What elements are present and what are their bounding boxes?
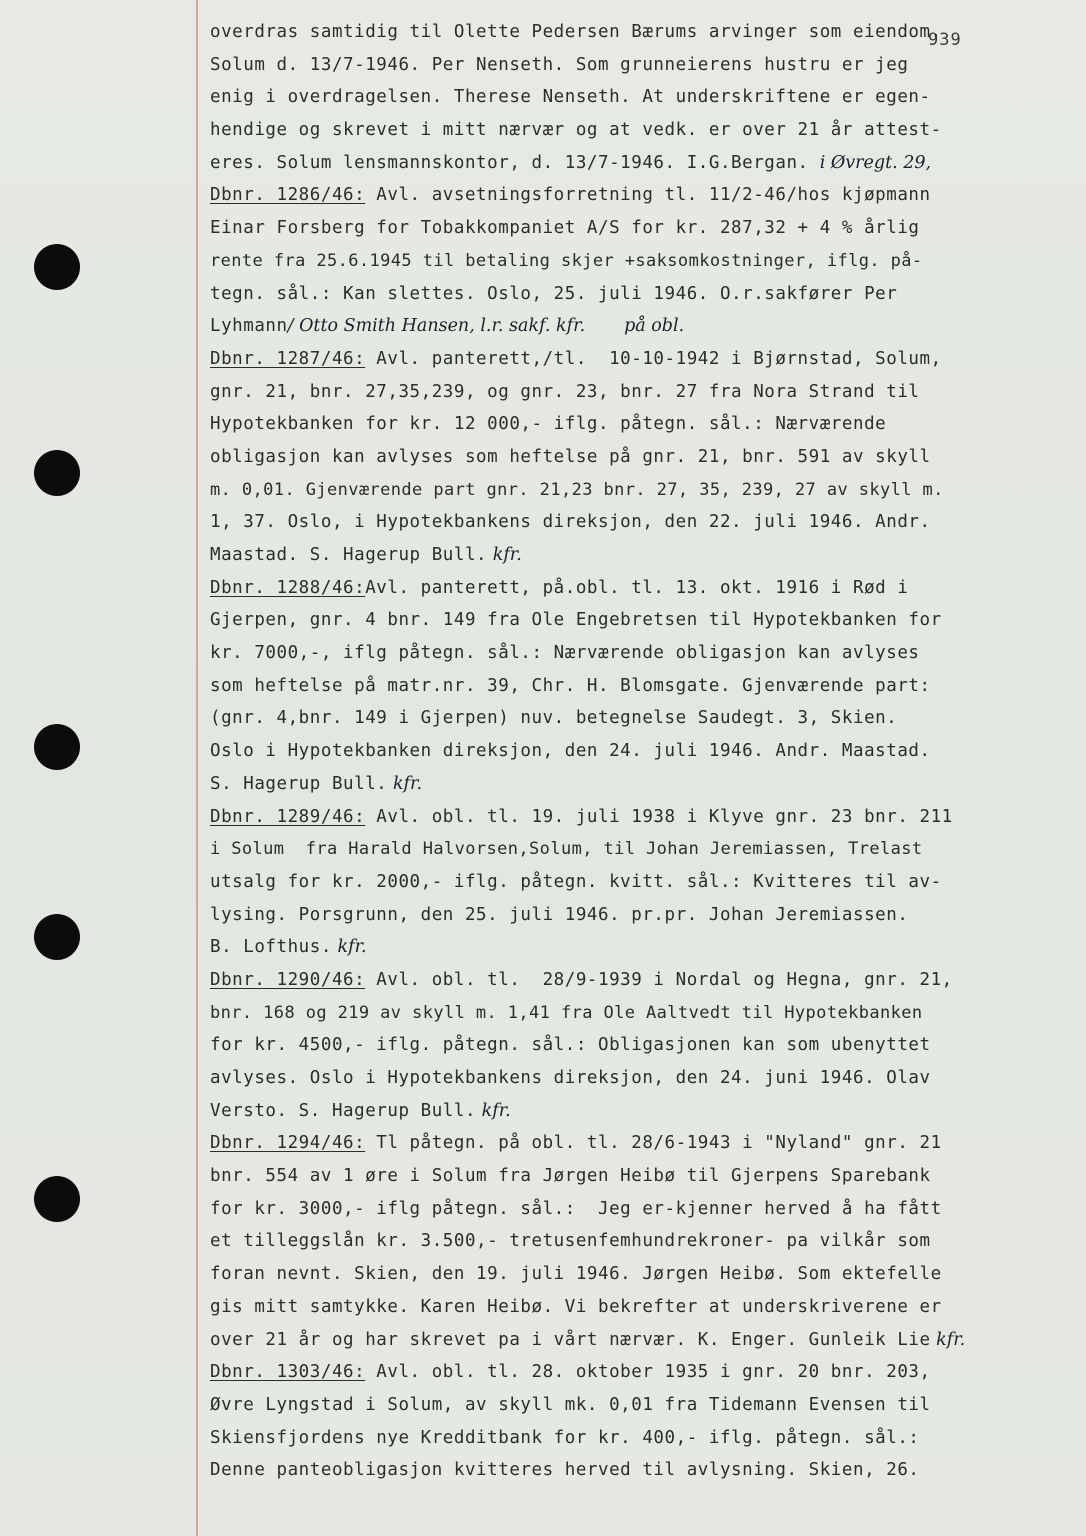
typed-text: hendige og skrevet i mitt nærvær og at vedk. er over 21 år attest- [210,120,942,141]
typed-text: Avl. avsetningsforretning tl. 11/2-46/hos kjøpmann [365,185,931,206]
typed-text: Skiensfjordens nye Kredditbank for kr. 400,- iflg. påtegn. sål.: [210,1427,920,1448]
typed-text: for kr. 3000,- iflg påtegn. sål.: Jeg er-kjenner herved å ha fått [210,1198,942,1219]
typed-text: B. Lofthus. [210,937,332,958]
text-line [210,474,1072,507]
text-line [210,212,1072,245]
typed-text: som heftelse på matr.nr. 39, Chr. H. Blomsgate. Gjenværende part: [210,675,931,696]
text-line [210,833,1072,866]
text-line [210,702,1072,735]
text-line [210,343,1072,376]
text-line [210,114,1072,147]
text-line [210,1454,1072,1487]
typed-text: Solum d. 13/7-1946. Per Nenseth. Som grunneierens hustru er jeg [210,54,909,75]
typed-text: Einar Forsberg for Tobakkompaniet A/S for kr. 287,32 + 4 % årlig [210,218,920,239]
text-line [210,670,1072,703]
typed-text: m. 0,01. Gjenværende part gnr. 21,23 bnr. 27, 35, 239, 27 av skyll m. [210,479,944,500]
typed-text: Øvre Lyngstad i Solum, av skyll mk. 0,01 fra Tidemann Evensen til [210,1394,931,1415]
typed-text: Gjerpen, gnr. 4 bnr. 149 fra Ole Engebretsen til Hypotekbanken for [210,610,942,631]
punch-hole [34,1176,80,1222]
text-line [210,1258,1072,1291]
entry-reference: Dbnr. 1303/46: [210,1362,366,1383]
text-line [210,1291,1072,1324]
handwritten-annotation: kfr. [387,773,423,794]
text-line [210,1095,1072,1128]
typed-text: gis mitt samtykke. Karen Heibø. Vi bekrefter at underskriverene er [210,1296,942,1317]
text-line [210,866,1072,899]
text-line [210,801,1072,834]
text-line [210,539,1072,572]
typed-text: for kr. 4500,- iflg. påtegn. sål.: Obligasjonen kan som ubenyttet [210,1035,931,1056]
text-line [210,147,1072,180]
text-line [210,441,1072,474]
ledger-text [210,16,1072,1487]
typed-text: kr. 7000,-, iflg påtegn. sål.: Nærværende obligasjon kan avlyses [210,643,920,664]
typed-text: overdras samtidig til Olette Pedersen Bærums arvinger som eiendom. [210,22,942,42]
entry-reference: Dbnr. 1286/46: [210,185,366,206]
margin-rule [196,0,198,1536]
text-line [210,1225,1072,1258]
typed-text: (gnr. 4,bnr. 149 i Gjerpen) nuv. betegnelse Saudegt. 3, Skien. [210,708,898,729]
entry-reference: Dbnr. 1290/46: [210,969,366,990]
entry-reference: Dbnr. 1287/46: [210,348,366,369]
text-line [210,899,1072,932]
text-line [210,604,1072,637]
text-line [210,1422,1072,1455]
typed-text: avlyses. Oslo i Hypotekbankens direksjon, den 24. juni 1946. Olav [210,1068,931,1088]
text-line [210,735,1072,768]
text-line [210,931,1072,964]
text-line [210,245,1072,278]
typed-text: Maastad. S. Hagerup Bull. [210,545,488,565]
punch-hole [34,724,80,770]
entry-reference: Dbnr. 1288/46: [210,577,366,598]
text-line [210,310,1072,343]
text-line [210,572,1072,605]
entry-reference: Dbnr. 1294/46: [210,1133,366,1154]
text-line [210,997,1072,1030]
typed-text: S. Hagerup Bull. [210,773,388,794]
handwritten-annotation: i Øvregt. 29, [808,152,932,173]
typed-text: i Solum fra Harald Halvorsen,Solum, til Johan Jeremiassen, Trelast [210,839,923,860]
typed-text: Oslo i Hypotekbanken direksjon, den 24. juli 1946. Andr. Maastad. [210,741,931,762]
typed-text: foran nevnt. Skien, den 19. juli 1946. Jørgen Heibø. Som ektefelle [210,1264,942,1285]
text-line [210,1029,1072,1062]
typed-text: et tilleggslån kr. 3.500,- tretusenfemhundrekroner- pa vilkår som [210,1231,931,1252]
typed-text: Lyhmann [210,316,288,337]
typed-text: Avl. panterett,/tl. 10-10-1942 i Bjørnstad, Solum, [365,348,942,369]
handwritten-annotation: / Otto Smith Hansen, l.r. sakf. kfr. på obl. [287,316,685,337]
typed-text: eres. Solum lensmannskontor, d. 13/7-1946. I.G.Bergan. [210,152,809,173]
punch-hole [34,450,80,496]
handwritten-annotation: kfr. [930,1329,966,1350]
typed-text: gnr. 21, bnr. 27,35,239, og gnr. 23, bnr. 27 fra Nora Strand til [210,381,920,402]
text-line [210,637,1072,670]
typed-text: Avl. obl. tl. 28. oktober 1935 i gnr. 20 bnr. 203, [365,1362,931,1383]
text-line [210,179,1072,212]
typed-text: obligasjon kan avlyses som heftelse på gnr. 21, bnr. 591 av skyll [210,446,931,467]
typed-text: enig i overdragelsen. Therese Nenseth. At underskriftene er egen- [210,87,931,108]
typed-text: Tl påtegn. på obl. tl. 28/6-1943 i "Nyland" gnr. 21 [365,1133,942,1154]
text-line [210,278,1072,311]
typed-text: tegn. sål.: Kan slettes. Oslo, 25. juli 1946. O.r.sakfører Per [210,283,898,304]
typed-text: utsalg for kr. 2000,- iflg. påtegn. kvitt. sål.: Kvitteres til av- [210,871,942,892]
typed-text: Avl. obl. tl. 19. juli 1938 i Klyve gnr. 23 bnr. 211 [365,806,953,827]
typed-text: lysing. Porsgrunn, den 25. juli 1946. pr.pr. Johan Jeremiassen. [210,904,909,925]
text-line [210,376,1072,409]
typed-text: over 21 år og har skrevet pa i vårt nærvær. K. Enger. Gunleik Lie [210,1329,931,1350]
text-line [210,1193,1072,1226]
handwritten-annotation: kfr. [487,545,522,565]
typed-text: Denne panteobligasjon kvitteres herved til avlysning. Skien, 26. [210,1460,920,1481]
punch-hole [34,244,80,290]
text-line [210,1356,1072,1389]
text-line [210,49,1072,82]
handwritten-annotation: kfr. [331,937,367,958]
text-line [210,506,1072,539]
typed-text: Hypotekbanken for kr. 12 000,- iflg. påtegn. sål.: Nærværende [210,414,887,435]
typed-text: Avl. panterett, på.obl. tl. 13. okt. 1916 i Rød i [365,577,909,598]
punch-hole [34,914,80,960]
text-line [210,1389,1072,1422]
typed-text: 1, 37. Oslo, i Hypotekbankens direksjon, den 22. juli 1946. Andr. [210,512,931,533]
typed-text: bnr. 554 av 1 øre i Solum fra Jørgen Heibø til Gjerpens Sparebank [210,1166,931,1187]
text-line [210,1160,1072,1193]
entry-reference: Dbnr. 1289/46: [210,806,366,827]
typed-text: Avl. obl. tl. 28/9-1939 i Nordal og Hegna, gnr. 21, [365,969,953,990]
text-line [210,16,1072,49]
text-line [210,768,1072,801]
text-line [210,1062,1072,1095]
typed-text: bnr. 168 og 219 av skyll m. 1,41 fra Ole Aaltvedt til Hypotekbanken [210,1002,923,1023]
text-line [210,81,1072,114]
text-line [210,1324,1072,1357]
typed-text: rente fra 25.6.1945 til betaling skjer +saksomkostninger, iflg. på- [210,250,923,271]
text-line [210,1127,1072,1160]
page-number: 939 [928,30,962,50]
handwritten-annotation: kfr. [476,1100,511,1121]
typed-text: Versto. S. Hagerup Bull. [210,1100,477,1121]
text-line [210,408,1072,441]
text-line [210,964,1072,997]
